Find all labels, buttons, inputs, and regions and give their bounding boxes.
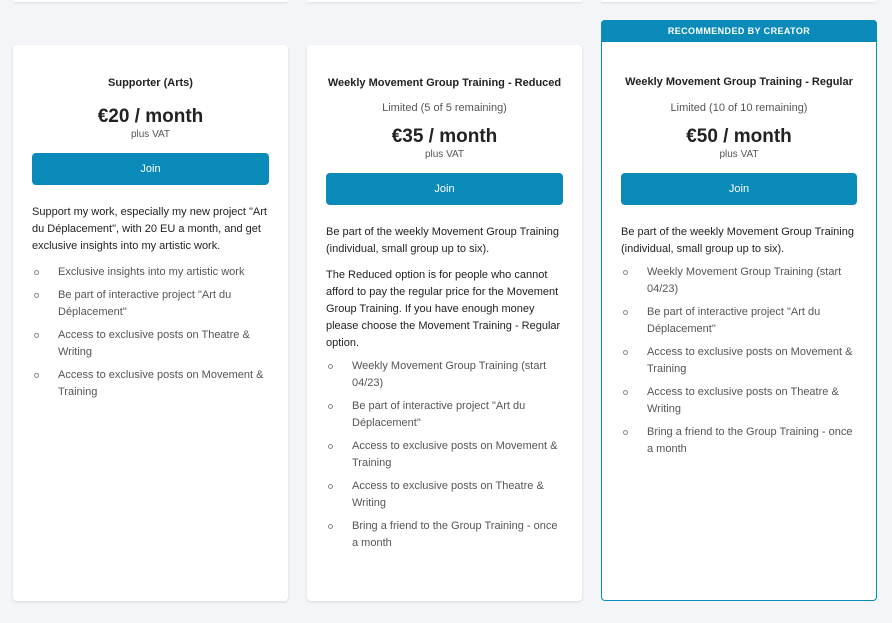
join-button[interactable]: Join	[326, 173, 563, 205]
benefit-list	[621, 264, 857, 458]
benefit-item: Access to exclusive posts on Movement & Training	[32, 367, 269, 401]
bullet-icon	[623, 390, 628, 395]
tier-description: The Reduced option is for people who cannot afford to pay the regular price for the Movement Group Training. If you have enough money please choose the Movement Training - Regular option.	[326, 269, 561, 349]
bullet-icon	[328, 364, 333, 369]
bullet-icon	[623, 310, 628, 315]
previous-card-edge	[601, 0, 876, 2]
tier-price: €20 / month	[97, 106, 204, 127]
tier-title: Weekly Movement Group Training - Regular	[625, 76, 853, 88]
benefit-item: Access to exclusive posts on Movement & Training	[621, 344, 857, 378]
bullet-icon	[623, 350, 628, 355]
bullet-icon	[328, 524, 333, 529]
benefit-item: Access to exclusive posts on Theatre & Writing	[621, 384, 857, 418]
benefit-item: Weekly Movement Group Training (start 04/23)	[621, 264, 857, 298]
bullet-icon	[34, 270, 39, 275]
tier-title: Weekly Movement Group Training - Reduced	[327, 77, 562, 89]
bullet-icon	[34, 293, 39, 298]
tier-vat-note: plus VAT	[424, 149, 465, 160]
benefit-item: Exclusive insights into my artistic work	[32, 264, 269, 281]
benefit-item: Bring a friend to the Group Training - once a month	[621, 424, 857, 458]
bullet-icon	[623, 430, 628, 435]
bullet-icon	[34, 373, 39, 378]
recommended-badge: RECOMMENDED BY CREATOR	[601, 20, 877, 42]
tier-vat-note: plus VAT	[719, 149, 759, 160]
benefit-item: Be part of interactive project "Art du Déplacement"	[621, 304, 857, 338]
tier-price: €35 / month	[391, 126, 498, 147]
tier-availability: Limited (5 of 5 remaining)	[382, 102, 507, 114]
bullet-icon	[623, 270, 628, 275]
join-button[interactable]: Join	[32, 153, 269, 185]
tier-availability: Limited (10 of 10 remaining)	[670, 102, 808, 114]
bullet-icon	[34, 333, 39, 338]
tier-description: Be part of the weekly Movement Group Training (individual, small group up to six).	[621, 226, 854, 255]
bullet-icon	[328, 404, 333, 409]
bullet-icon	[328, 484, 333, 489]
tier-vat-note: plus VAT	[130, 129, 171, 140]
tier-card-weekly-regular	[601, 20, 877, 601]
benefit-item: Access to exclusive posts on Theatre & Writing	[326, 478, 563, 512]
benefit-list	[326, 358, 563, 552]
tier-card-weekly-reduced	[307, 45, 582, 601]
benefit-item: Access to exclusive posts on Movement & Training	[326, 438, 563, 472]
benefit-item: Access to exclusive posts on Theatre & Writing	[32, 327, 269, 361]
bullet-icon	[328, 444, 333, 449]
benefit-item: Be part of interactive project "Art du Déplacement"	[32, 287, 269, 321]
benefit-item: Bring a friend to the Group Training - once a month	[326, 518, 563, 552]
tier-price: €50 / month	[686, 126, 792, 147]
tier-description: Be part of the weekly Movement Group Training (individual, small group up to six).	[326, 226, 559, 255]
tier-title: Supporter (Arts)	[108, 77, 193, 89]
tier-description: Support my work, especially my new project "Art du Déplacement", with 20 EU a month, and get exclusive insights into my artistic work.	[32, 206, 267, 252]
previous-card-edge	[13, 0, 288, 2]
benefit-item: Weekly Movement Group Training (start 04/23)	[326, 358, 563, 392]
benefit-item: Be part of interactive project "Art du Déplacement"	[326, 398, 563, 432]
previous-card-edge	[307, 0, 582, 2]
benefit-list	[32, 264, 269, 401]
tier-card-supporter-arts	[13, 45, 288, 601]
join-button[interactable]: Join	[621, 173, 857, 205]
